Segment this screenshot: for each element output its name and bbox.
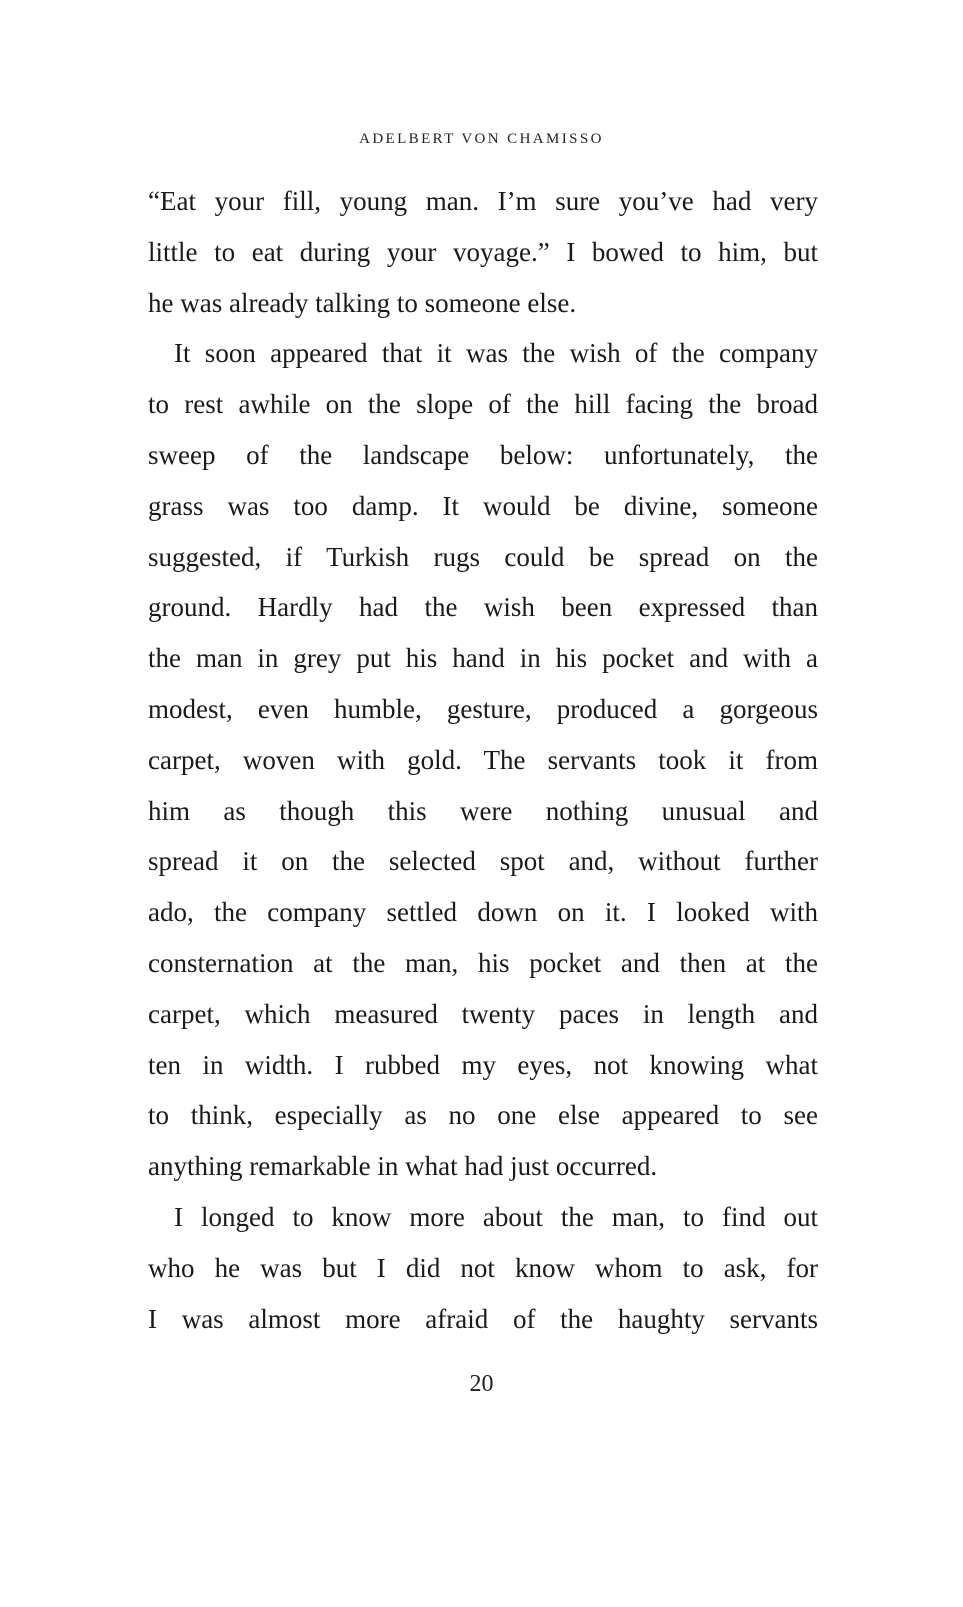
text-line: “Eat your fill, young man. I’m sure you’ve had very [148, 186, 818, 216]
text-line: little to eat during your voyage.” I bowed to him, but [148, 236, 818, 267]
page-number: 20 [469, 1371, 494, 1397]
text-line: who he was but I did not know whom to ask, for [148, 1252, 818, 1283]
text-line: spread it on the selected spot and, without further [148, 846, 818, 877]
text-line: ado, the company settled down on it. I looked with [148, 897, 818, 928]
text-line: modest, even humble, gesture, produced a gorgeous [148, 693, 818, 724]
text-line: I was almost more afraid of the haughty servants [148, 1303, 818, 1334]
text-line: suggested, if Turkish rugs could be spread on the [148, 541, 818, 572]
text-line: anything remarkable in what had just occurred. [148, 1151, 658, 1182]
text-line: sweep of the landscape below: unfortunately, the [148, 439, 818, 470]
text-line: carpet, which measured twenty paces in length and [148, 998, 818, 1029]
text-line: consternation at the man, his pocket and then at the [148, 947, 818, 978]
text-line: him as though this were nothing unusual and [148, 795, 818, 826]
text-line: the man in grey put his hand in his pocket and with a [148, 643, 818, 674]
text-line: to rest awhile on the slope of the hill facing the broad [148, 389, 818, 420]
text-line: ten in width. I rubbed my eyes, not knowing what [148, 1049, 818, 1080]
text-line: he was already talking to someone else. [148, 287, 577, 318]
text-line: It soon appeared that it was the wish of the company [174, 338, 818, 369]
running-head: ADELBERT VON CHAMISSO [359, 131, 604, 147]
text-line: carpet, woven with gold. The servants took it from [148, 744, 818, 775]
text-line: I longed to know more about the man, to find out [174, 1201, 818, 1232]
text-line: grass was too damp. It would be divine, someone [148, 490, 818, 521]
text-line: ground. Hardly had the wish been expressed than [148, 592, 818, 623]
text-line: to think, especially as no one else appeared to see [148, 1100, 818, 1131]
body-text [148, 176, 818, 1344]
